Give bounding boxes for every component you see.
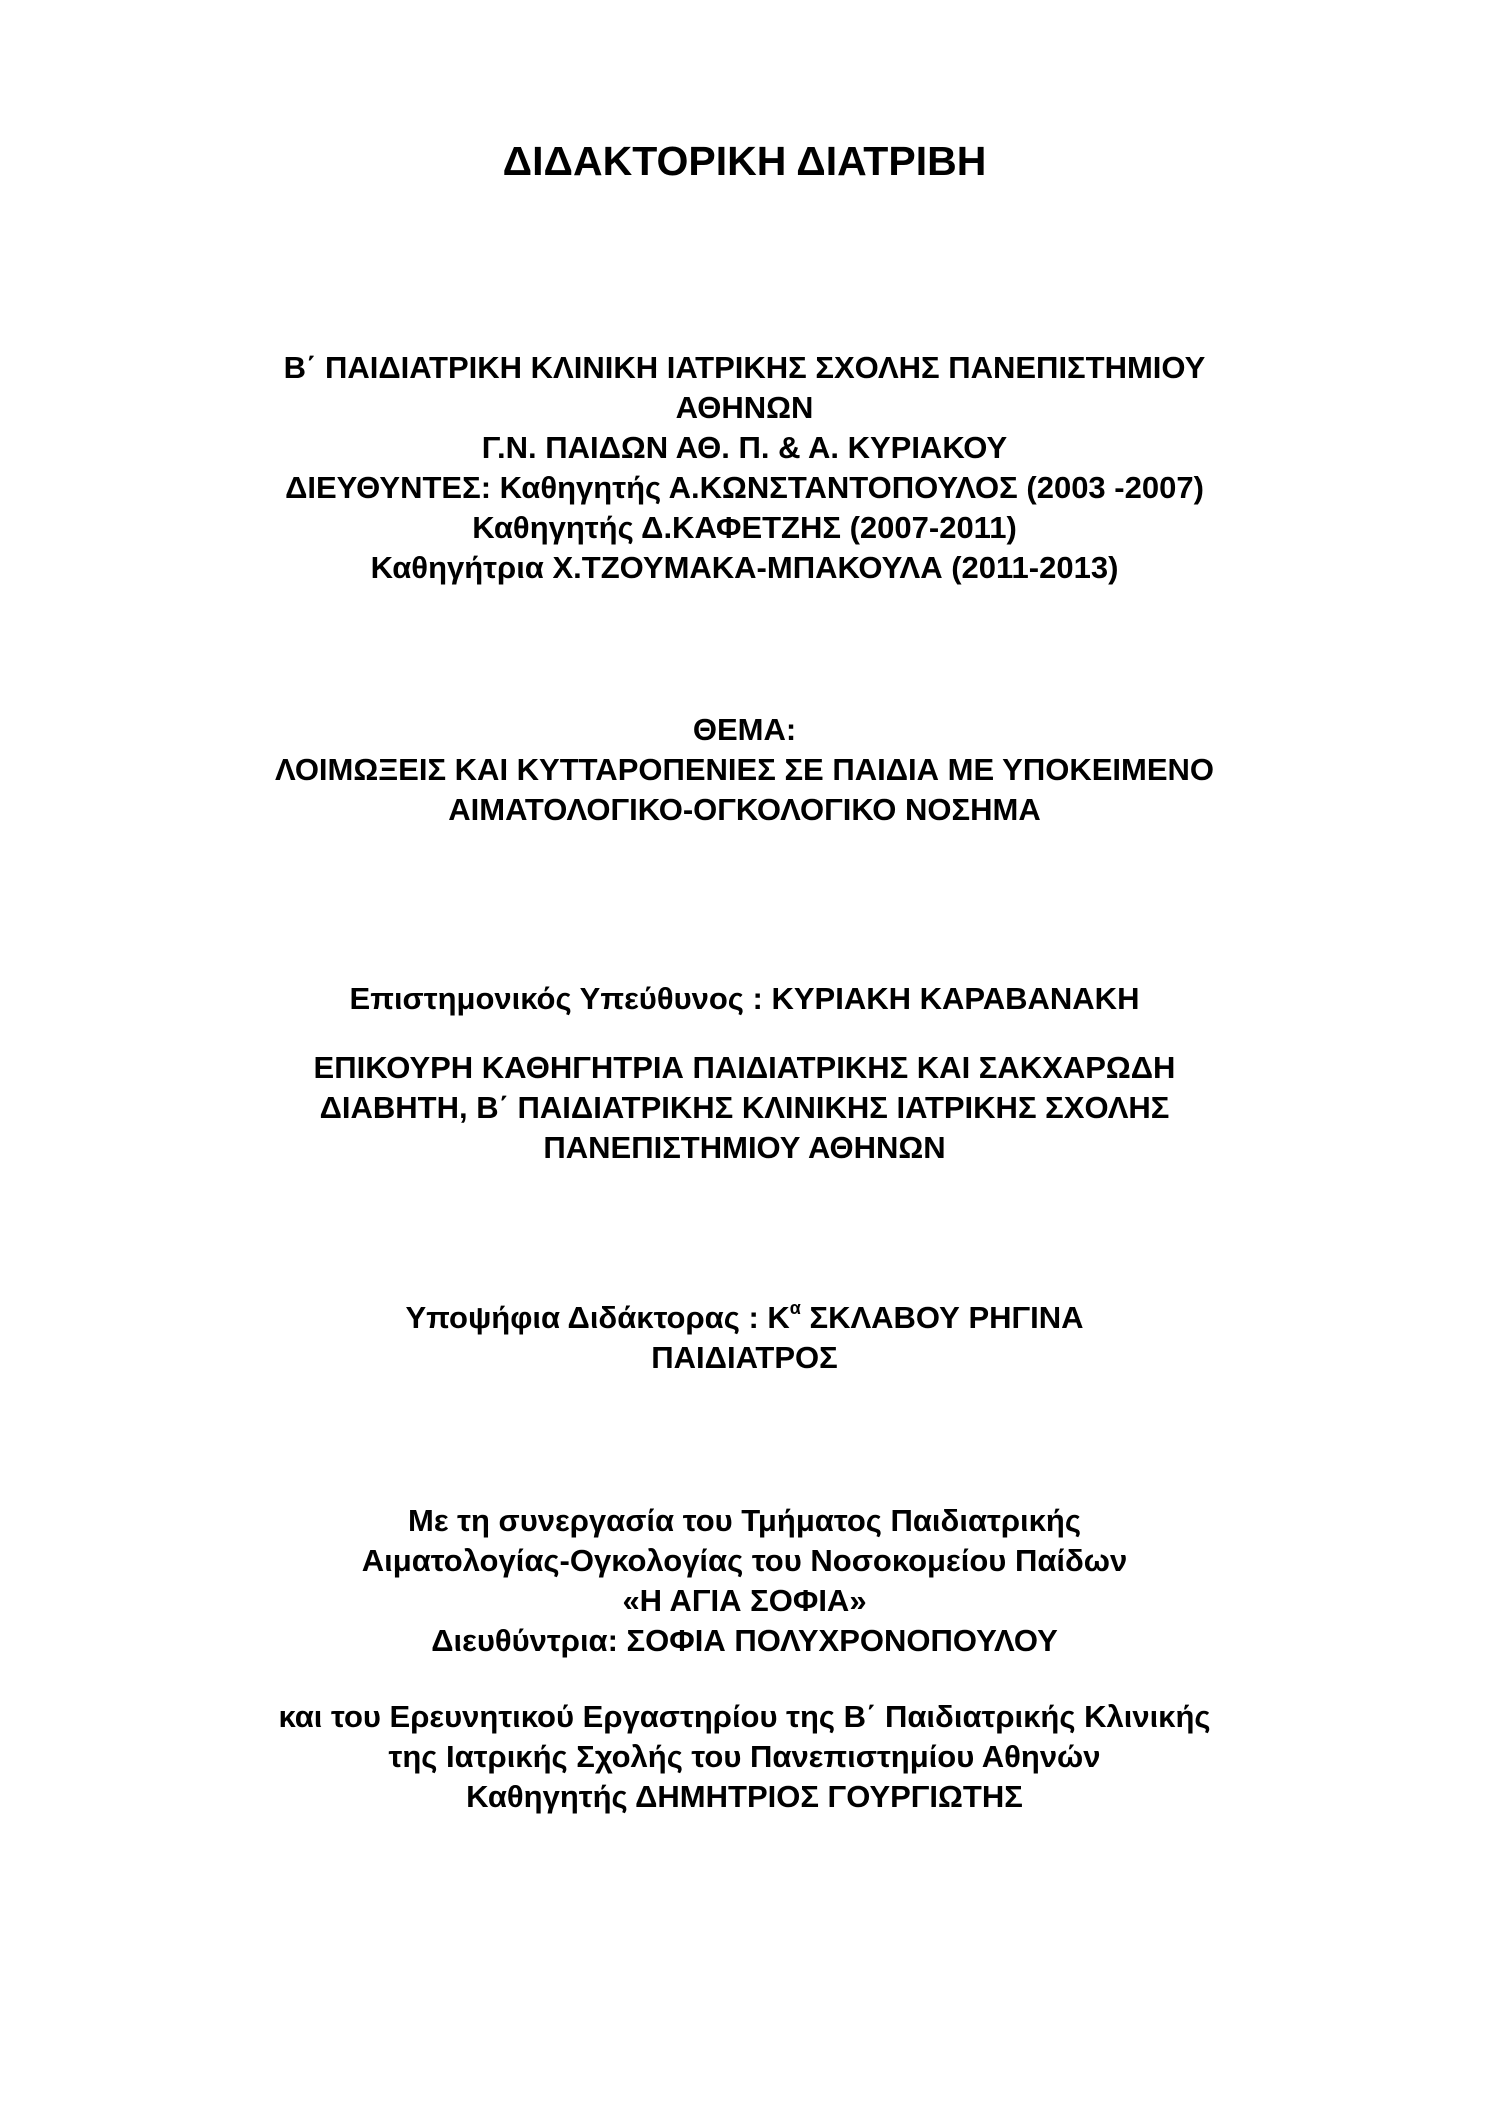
directors-line: Καθηγήτρια Χ.ΤΖΟΥΜΑΚΑ-ΜΠΑΚΟΥΛΑ (2011-2013)	[370, 550, 1119, 585]
collaboration-line: Αιματολογίας-Ογκολογίας του Νοσοκομείου Παίδων	[361, 1543, 1128, 1578]
topic-line: ΛΟΙΜΩΞΕΙΣ ΚΑΙ ΚΥΤΤΑΡΟΠΕΝΙΕΣ ΣΕ ΠΑΙΔΙΑ ΜΕ ΥΠΟΚΕΙΜΕΝΟ	[274, 752, 1215, 787]
candidate-role: ΠΑΙΔΙΑΤΡΟΣ	[651, 1340, 838, 1375]
supervisor-title: ΠΑΝΕΠΙΣΤΗΜΙΟΥ ΑΘΗΝΩΝ	[543, 1130, 946, 1165]
candidate-name	[0, 1298, 1489, 1338]
collaboration-line: Με τη συνεργασία του Τμήματος Παιδιατρικής	[408, 1503, 1081, 1538]
supervisor-title: ΔΙΑΒΗΤΗ, Β΄ ΠΑΙΔΙΑΤΡΙΚΗΣ ΚΛΙΝΙΚΗΣ ΙΑΤΡΙΚΗΣ ΣΧΟΛΗΣ	[319, 1090, 1170, 1125]
collaboration-line: «Η ΑΓΙΑ ΣΟΦΙΑ»	[622, 1583, 867, 1618]
supervisor-title: ΕΠΙΚΟΥΡΗ ΚΑΘΗΓΗΤΡΙΑ ΠΑΙΔΙΑΤΡΙΚΗΣ ΚΑΙ ΣΑΚΧΑΡΩΔΗ	[313, 1050, 1176, 1085]
directors-line: Καθηγητής Δ.ΚΑΦΕΤΖΗΣ (2007-2011)	[472, 510, 1017, 545]
collaboration-line: Καθηγητής ΔΗΜΗΤΡΙΟΣ ΓΟΥΡΓΙΩΤΗΣ	[466, 1779, 1023, 1814]
candidate-superscript: α	[789, 1298, 801, 1318]
candidate-prefix: Υποψήφια Διδάκτορας : Κ	[405, 1300, 790, 1335]
institution-line: Β΄ ΠΑΙΔΙΑΤΡΙΚΗ ΚΛΙΝΙΚΗ ΙΑΤΡΙΚΗΣ ΣΧΟΛΗΣ ΠΑΝΕΠΙΣΤΗΜΙΟΥ	[283, 350, 1206, 385]
candidate-surname: ΣΚΛΑΒΟΥ ΡΗΓΙΝΑ	[800, 1300, 1084, 1335]
collaboration-line: και του Ερευνητικού Εργαστηρίου της Β΄ Παιδιατρικής Κλινικής	[278, 1699, 1211, 1734]
collaboration-line: της Ιατρικής Σχολής του Πανεπιστημίου Αθηνών	[388, 1739, 1101, 1774]
hospital-line: Γ.Ν. ΠΑΙΔΩΝ ΑΘ. Π. & Α. ΚΥΡΙΑΚΟΥ	[481, 430, 1008, 465]
collaboration-line: Διευθύντρια: ΣΟΦΙΑ ΠΟΛΥΧΡΟΝΟΠΟΥΛΟΥ	[431, 1623, 1058, 1658]
institution-line: ΑΘΗΝΩΝ	[675, 390, 814, 425]
document-title: ΔΙΔΑΚΤΟΡΙΚΗ ΔΙΑΤΡΙΒΗ	[502, 138, 987, 184]
topic-line: ΑΙΜΑΤΟΛΟΓΙΚΟ-ΟΓΚΟΛΟΓΙΚΟ ΝΟΣΗΜΑ	[448, 792, 1041, 827]
supervisor-name: Επιστημονικός Υπεύθυνος : ΚΥΡΙΑΚΗ ΚΑΡΑΒΑΝΑΚΗ	[349, 981, 1140, 1016]
topic-label: ΘΕΜΑ:	[692, 712, 797, 747]
directors-line: ΔΙΕΥΘΥΝΤΕΣ: Καθηγητής Α.ΚΩΝΣΤΑΝΤΟΠΟΥΛΟΣ (2003 -2007)	[285, 470, 1204, 505]
